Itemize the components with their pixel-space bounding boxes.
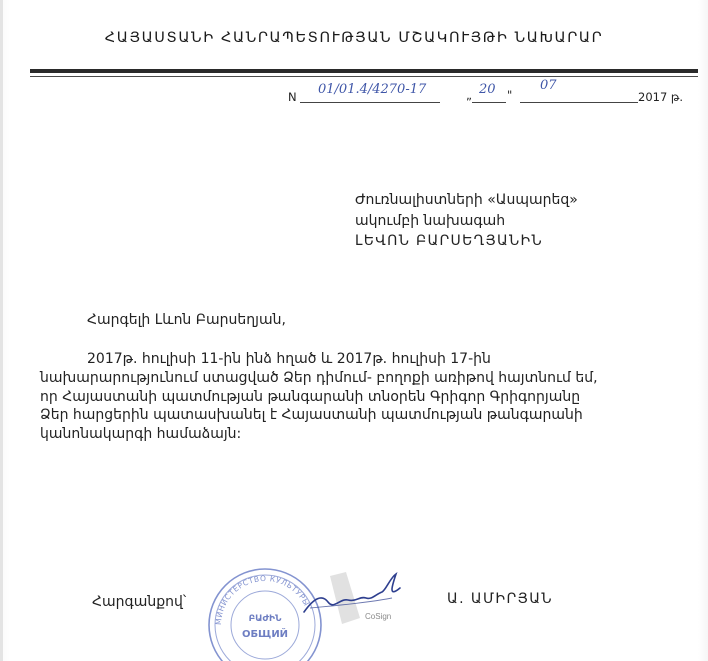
body-line: Ձեր հարցերին պատասխանել է Հայաստանի պատմության թանգարանի <box>40 407 583 424</box>
signatory-name: Ա. ԱՄԻՐՅԱՆ <box>447 591 553 607</box>
reference-number-value: 01/01.4/4270-17 <box>318 82 427 97</box>
header-thick-rule <box>30 69 698 73</box>
ministry-title: ՀԱՅԱՍՏԱՆԻ ՀԱՆՐԱՊԵՏՈՒԹՅԱՆ ՄՇԱԿՈՒՅԹԻ ՆԱԽԱՐԱՐ <box>104 30 604 46</box>
body-line: կանոնակարգի համաձայն: <box>40 426 242 443</box>
salutation: Հարգելի Լևոն Բարսեղյան, <box>87 312 286 328</box>
reference-number-underline <box>300 102 440 103</box>
body-line: որ Հայաստանի պատմության թանգարանի տնօրեն Գրիգոր Գրիգորյանը <box>40 388 581 405</box>
addressee-line-2: ակումբի նախագահ <box>355 212 506 229</box>
closing-regards: Հարգանքով՝ <box>92 594 187 610</box>
stamp-line-1: ԲԱԺԻՆ <box>248 614 282 624</box>
header-thin-rule <box>30 76 698 77</box>
stamp-ring-text: МИНИСТЕРСТВО КУЛЬТУРЫ <box>213 573 312 626</box>
month-underline <box>520 102 638 103</box>
day-underline <box>472 102 506 103</box>
reference-number-label: N <box>288 90 297 104</box>
addressee-name: ԼԵՎՈՆ ԲԱՐՍԵՂՅԱՆԻՆ <box>355 233 543 249</box>
body-line: 2017թ. հուլիսի 11-ին ինձ հղած և 2017թ. հուլիսի 17-ին <box>87 351 491 367</box>
day-close-quote: " <box>507 88 513 102</box>
day-value: 20 <box>479 82 496 97</box>
month-value: 07 <box>540 78 557 93</box>
letter-body <box>40 350 680 444</box>
body-line: նախարարությունում ստացված Ձեր դիմում- բողոքի առիթով հայտնում եմ, <box>40 369 598 386</box>
addressee-block <box>355 190 578 252</box>
cosign-mark: CoSign <box>365 612 392 621</box>
reference-line <box>0 78 708 106</box>
signature-mark <box>300 568 410 628</box>
year-label: 2017 թ. <box>638 90 684 104</box>
stamp-line-2: ОБЩИЙ <box>241 629 289 640</box>
addressee-line-1: Ժուռնալիստների «Ասպարեզ» <box>355 192 578 208</box>
day-open-quote: „ <box>466 88 472 102</box>
